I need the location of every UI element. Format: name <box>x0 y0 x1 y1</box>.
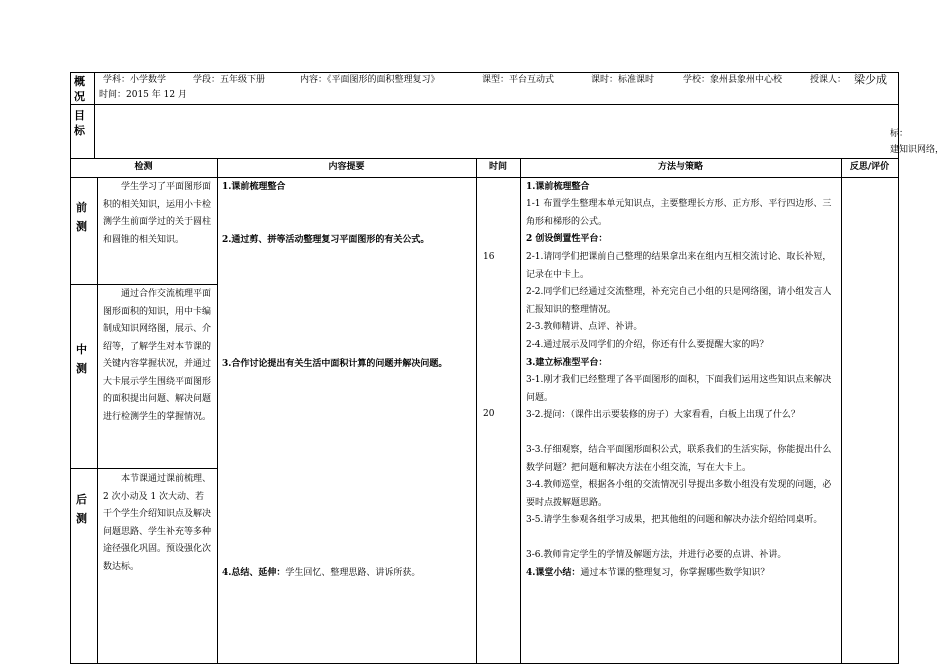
time-20: 20 <box>483 409 495 419</box>
header-reflect: 反思/评价 <box>849 162 890 172</box>
rule-method-col <box>520 158 521 664</box>
rule-right <box>898 72 899 664</box>
method-h3: 3.建立标准型平台： <box>526 358 608 368</box>
method-p3-4: 3-4.教师巡堂，根据各小组的交流情况引导提出多数小组没有发现的问题，必要时点拨解题思路。 <box>526 480 832 508</box>
class-type-text: 课型：平台互动式 <box>482 75 555 85</box>
rule-overview-bottom <box>70 104 899 105</box>
rule-bottom <box>70 663 899 664</box>
stage-text: 学段：五年级下册 <box>193 75 266 85</box>
header-time: 时间 <box>488 162 507 172</box>
method-p3-3: 3-3.仔细观察，结合平面图形面积公式，联系我们的生活实际，你能提出什么数学问题？把问题和解决方法在小组交流，写在大卡上。 <box>526 445 832 473</box>
time-text: 时间：2015 年 12 月 <box>99 90 187 100</box>
overview-label: 概况 <box>74 75 85 103</box>
time-16: 16 <box>483 252 495 262</box>
method-h4: 4.课堂小结： <box>526 568 581 578</box>
method-p4 <box>526 565 838 583</box>
period-text: 课时：标准课时 <box>591 75 655 85</box>
rule-stage-2 <box>70 468 217 469</box>
rule-content-col <box>217 158 218 664</box>
goal-label: 目标 <box>74 109 85 137</box>
teacher-name: 梁少成 <box>854 73 887 86</box>
stage-label-post: 后测 <box>76 493 87 525</box>
subject-text: 学科：小学数学 <box>103 75 167 85</box>
content-item-1: 1.课前梳理整合 <box>222 182 286 192</box>
stage-text-pre: 学生学习了平面图形面积的相关知识，运用小卡检测学生前面学过的关于圆柱和圆锥的相关知识。 <box>103 182 212 245</box>
stage-label-mid: 中测 <box>76 343 87 375</box>
rule-time-col <box>476 158 477 664</box>
school-text: 学校：象州县象州中心校 <box>683 75 783 85</box>
rule-stage-col <box>97 177 98 664</box>
goal-overflow-2: 建知识网络， <box>890 145 945 155</box>
method-h2: 2 创设倒置性平台： <box>526 234 608 244</box>
goal-overflow-1: 标： <box>890 129 909 139</box>
rule-label-col <box>94 72 95 158</box>
method-p2-4: 2-4.通过展示及同学们的介绍，你还有什么要提醒大家的吗？ <box>526 340 769 350</box>
method-p2-1: 2-1.请同学们把课前自己整理的结果拿出来在组内互相交流讨论、取长补短，记录在中卡上。 <box>526 252 832 280</box>
teacher-label: 授课人： <box>810 75 847 85</box>
header-detect: 检测 <box>134 162 153 172</box>
content-item-2: 2.通过剪、拼等活动整理复习平面图形的有关公式。 <box>222 235 430 245</box>
stage-label-pre: 前测 <box>76 201 87 233</box>
method-p4-tail: 通过本节课的整理复习，你掌握哪些数学知识？ <box>580 568 770 578</box>
header-method: 方法与策略 <box>657 162 703 172</box>
method-h1: 1.课前梳理整合 <box>526 182 590 192</box>
rule-header-bottom <box>70 177 899 178</box>
stage-text-mid: 通过合作交流梳理平面图形面积的知识，用中卡编制成知识网络图，展示、介绍等，了解学生对本节课的关键内容掌握状况，并通过大卡展示学生围绕平面图形的面积提出问题、解决问题进行检测学生的掌握情况。 <box>103 289 212 422</box>
method-p3-2: 3-2.提问：（课件出示要装修的房子）大家看看，白板上出现了什么？ <box>526 410 800 420</box>
rule-stage-1 <box>70 284 217 285</box>
method-p2-3: 2-3.教师精讲、点评、补讲。 <box>526 322 643 332</box>
rule-reflect-col <box>841 158 842 664</box>
content-item-4-title: 4.总结、延伸： <box>222 568 286 578</box>
lesson-plan-table <box>70 72 945 664</box>
content-item-4-tail: 学生回忆、整理思路、讲诉所获。 <box>285 568 421 578</box>
method-p2-2: 2-2.同学们已经通过交流整理，补充完自己小组的只是网络图，请小组发言人汇报知识的整理情况。 <box>526 287 832 315</box>
stage-text-post: 本节课通过课前梳理、2 次小动及 1 次大动、若干个学生介绍知识点及解决问题思路、学生补充等多种途径强化巩固。预设强化次数达标。 <box>103 474 212 572</box>
content-item-3: 3.合作讨论提出有关生活中面积计算的问题并解决问题。 <box>222 359 448 369</box>
header-content: 内容提要 <box>328 162 365 172</box>
content-text: 内容：《平面图形的面积整理复习》 <box>300 75 440 85</box>
method-p3-5: 3-5.请学生参观各组学习成果，把其他组的问题和解决办法介绍给同桌听。 <box>526 515 823 525</box>
method-p3-6: 3-6.教师肯定学生的学情及解题方法，并进行必要的点讲、补讲。 <box>526 550 787 560</box>
content-item-4 <box>222 565 472 583</box>
method-p1-1: 1-1 布置学生整理本单元知识点，主要整理长方形、正方形、平行四边形、三角形和梯形的公式。 <box>526 199 832 227</box>
method-p3-1: 3-1.刚才我们已经整理了各平面图形的面积，下面我们运用这些知识点来解决问题。 <box>526 375 832 403</box>
